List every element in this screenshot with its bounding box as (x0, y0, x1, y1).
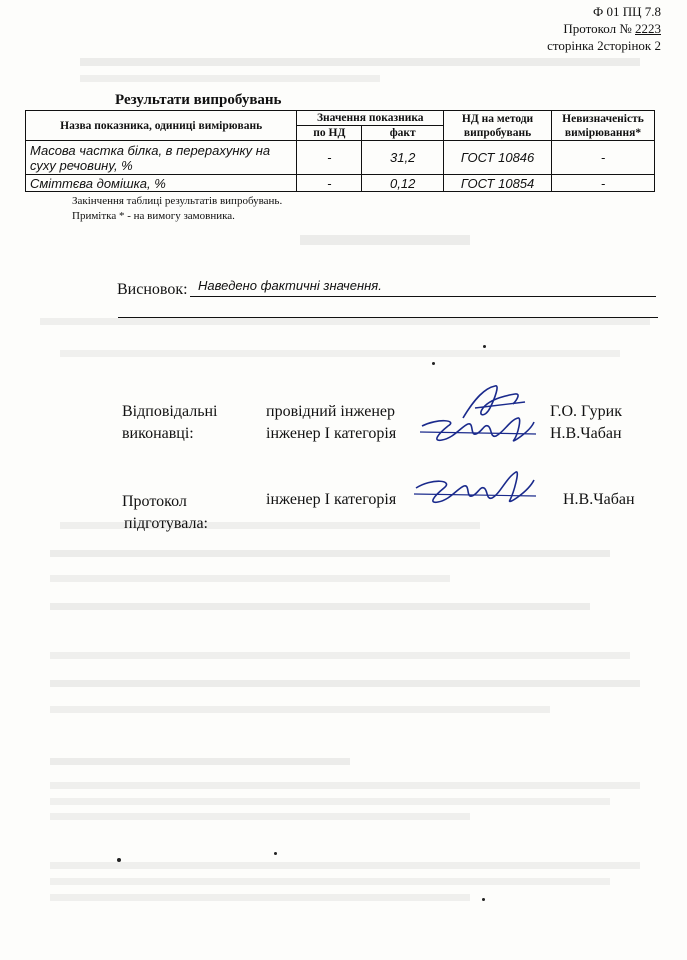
prepared-label-line1: Протокол (122, 493, 187, 510)
row-fact: 31,2 (362, 141, 444, 175)
scan-speck (483, 345, 486, 348)
responsible-label (122, 401, 218, 445)
row-nd: - (297, 175, 362, 192)
table-row (26, 141, 655, 175)
responsible-label-line1: Відповідальні (122, 403, 218, 420)
row-method: ГОСТ 10854 (444, 175, 552, 192)
table-remark: Примітка * - на вимогу замовника. (72, 210, 235, 222)
prepared-name: Н.В.Чабан (563, 491, 635, 508)
results-title: Результати випробувань (115, 92, 282, 108)
protocol-line (547, 20, 661, 37)
scan-speck (432, 362, 435, 365)
prepared-role: інженер І категорія (266, 491, 397, 508)
name-chaban: Н.В.Чабан (550, 425, 622, 442)
document-header (547, 3, 661, 54)
scan-speck (274, 852, 277, 855)
conclusion-text: Наведено фактичні значення. (198, 278, 382, 293)
name-gurik: Г.О. Гурик (550, 403, 622, 420)
role-engineer-first: інженер І категорія (266, 425, 397, 442)
table-header-row (26, 111, 655, 126)
prepared-label-line2: підготувала: (124, 515, 208, 532)
responsible-names (550, 401, 622, 445)
col-method-header: НД на методи випробувань (444, 111, 552, 141)
conclusion-second-line (118, 317, 658, 318)
row-fact: 0,12 (362, 175, 444, 192)
protocol-number: 2223 (635, 21, 661, 36)
role-lead-engineer: провідний інженер (266, 403, 396, 420)
row-name: Масова частка білка, в перерахунку на суху речовину, % (26, 141, 297, 175)
prepared-label (122, 491, 208, 535)
table-row (26, 175, 655, 192)
row-nd: - (297, 141, 362, 175)
form-code: Ф 01 ПЦ 7.8 (592, 4, 661, 19)
signature-chaban-prepared (410, 466, 540, 511)
page-info: сторінка 2сторінок 2 (547, 38, 661, 53)
col-fact-header: факт (362, 126, 444, 141)
col-name-header: Назва показника, одиниці вимірювань (26, 111, 297, 141)
col-values-header: Значення показника (297, 111, 444, 126)
row-method: ГОСТ 10846 (444, 141, 552, 175)
col-nd-header: по НД (297, 126, 362, 141)
table-end-note: Закінчення таблиці результатів випробувань. (72, 195, 283, 207)
responsible-roles (266, 401, 396, 445)
row-uncertainty: - (552, 175, 655, 192)
conclusion-label: Висновок: (117, 281, 188, 298)
scan-speck (482, 898, 485, 901)
results-table (25, 110, 655, 192)
signature-chaban (418, 412, 538, 447)
row-uncertainty: - (552, 141, 655, 175)
responsible-label-line2: виконавці: (122, 425, 194, 442)
scan-speck (117, 858, 121, 862)
conclusion-underline (190, 296, 656, 297)
row-name: Сміттєва домішка, % (26, 175, 297, 192)
col-uncertainty-header: Невизначеність вимірювання* (552, 111, 655, 141)
protocol-label: Протокол № (563, 21, 632, 36)
